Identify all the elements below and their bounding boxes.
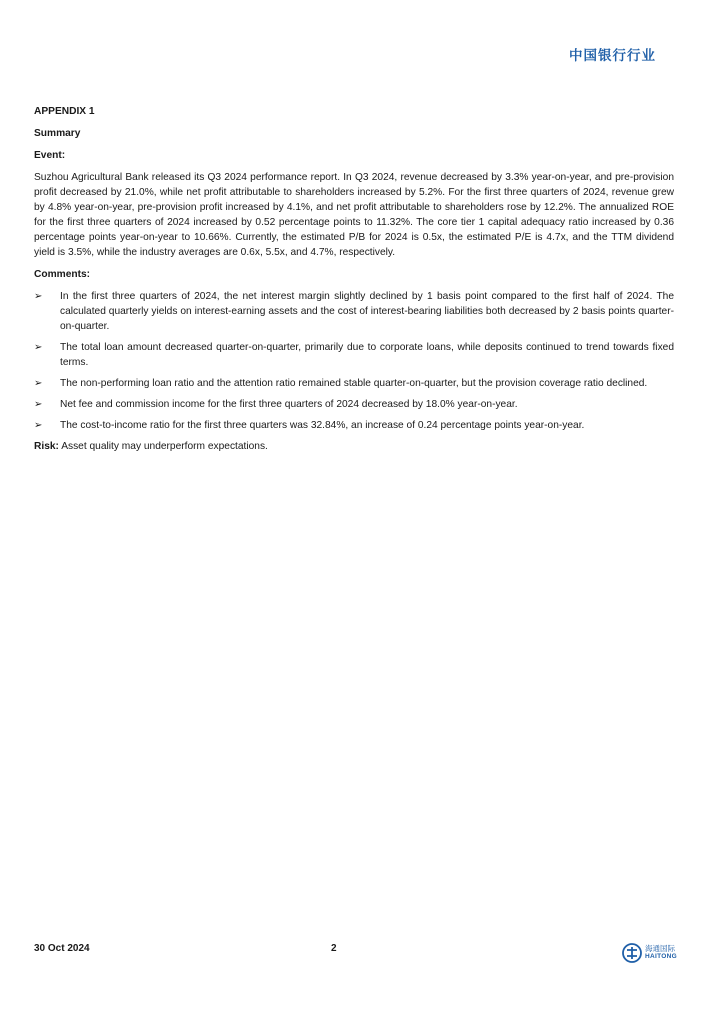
header-title: 中国银行行业 (569, 48, 656, 64)
risk-label: Risk: (34, 441, 59, 452)
haitong-logo-icon (622, 943, 642, 963)
comment-text: The cost-to-income ratio for the first three quarters was 32.84%, an increase of 0.24 percentage points year-on-year. (60, 420, 585, 431)
report-body (34, 104, 674, 461)
arrow-bullet-icon: ➢ (34, 399, 43, 410)
comment-text: In the first three quarters of 2024, the net interest margin slightly declined by 1 basis point compared to the first half of 2024. The calculated quarterly yields on interest-earning assets and the cost of interest-bearing liabilities both decreased by 2 basis points quarter-on-quarter. (60, 291, 674, 332)
arrow-bullet-icon: ➢ (34, 378, 43, 389)
comments-heading: Comments: (34, 269, 91, 280)
comment-text: The non-performing loan ratio and the attention ratio remained stable quarter-on-quarter, but the provision coverage ratio declined. (60, 378, 648, 389)
footer-date: 30 Oct 2024 (34, 943, 90, 954)
event-heading: Event: (34, 150, 66, 161)
appendix-heading: APPENDIX 1 (34, 106, 95, 117)
event-paragraph: Suzhou Agricultural Bank released its Q3 2024 performance report. In Q3 2024, revenue decreased by 3.3% year-on-year, and pre-provision profit decreased by 21.0%, while net profit attributable to shareholders increased by 5.2%. For the first three quarters of 2024, revenue grew by 4.8% year-on-year, pre-provision profit increased by 4.1%, and net profit attributable to shareholders rose by 12.2%. The annualized ROE for the first three quarters of 2024 increased by 0.52 percentage points to 11.32%. The core tier 1 capital adequacy ratio increased by 0.36 percentage points year-on-year to 10.66%. Currently, the estimated P/B for 2024 is 0.5x, the estimated P/E is 4.7x, and the TTM dividend yield is 3.5%, while the industry averages are 0.6x, 5.5x, and 4.7%, respectively. (34, 172, 674, 258)
list-item (34, 289, 674, 334)
list-item (34, 340, 674, 370)
haitong-logo (622, 942, 682, 964)
logo-english-text: HAITONG (645, 953, 677, 960)
comments-list (34, 289, 674, 433)
comment-text: The total loan amount decreased quarter-on-quarter, primarily due to corporate loans, while deposits continued to trend towards fixed terms. (60, 342, 674, 368)
risk-line (34, 439, 674, 454)
risk-text: Asset quality may underperform expectations. (61, 441, 268, 452)
comment-text: Net fee and commission income for the first three quarters of 2024 decreased by 18.0% year-on-year. (60, 399, 518, 410)
page-number: 2 (331, 943, 337, 954)
list-item (34, 376, 674, 391)
list-item (34, 397, 674, 412)
summary-heading: Summary (34, 128, 81, 139)
logo-chinese-text: 海通国际 (645, 944, 675, 953)
arrow-bullet-icon: ➢ (34, 291, 43, 302)
arrow-bullet-icon: ➢ (34, 420, 43, 431)
arrow-bullet-icon: ➢ (34, 342, 43, 353)
list-item (34, 418, 674, 433)
